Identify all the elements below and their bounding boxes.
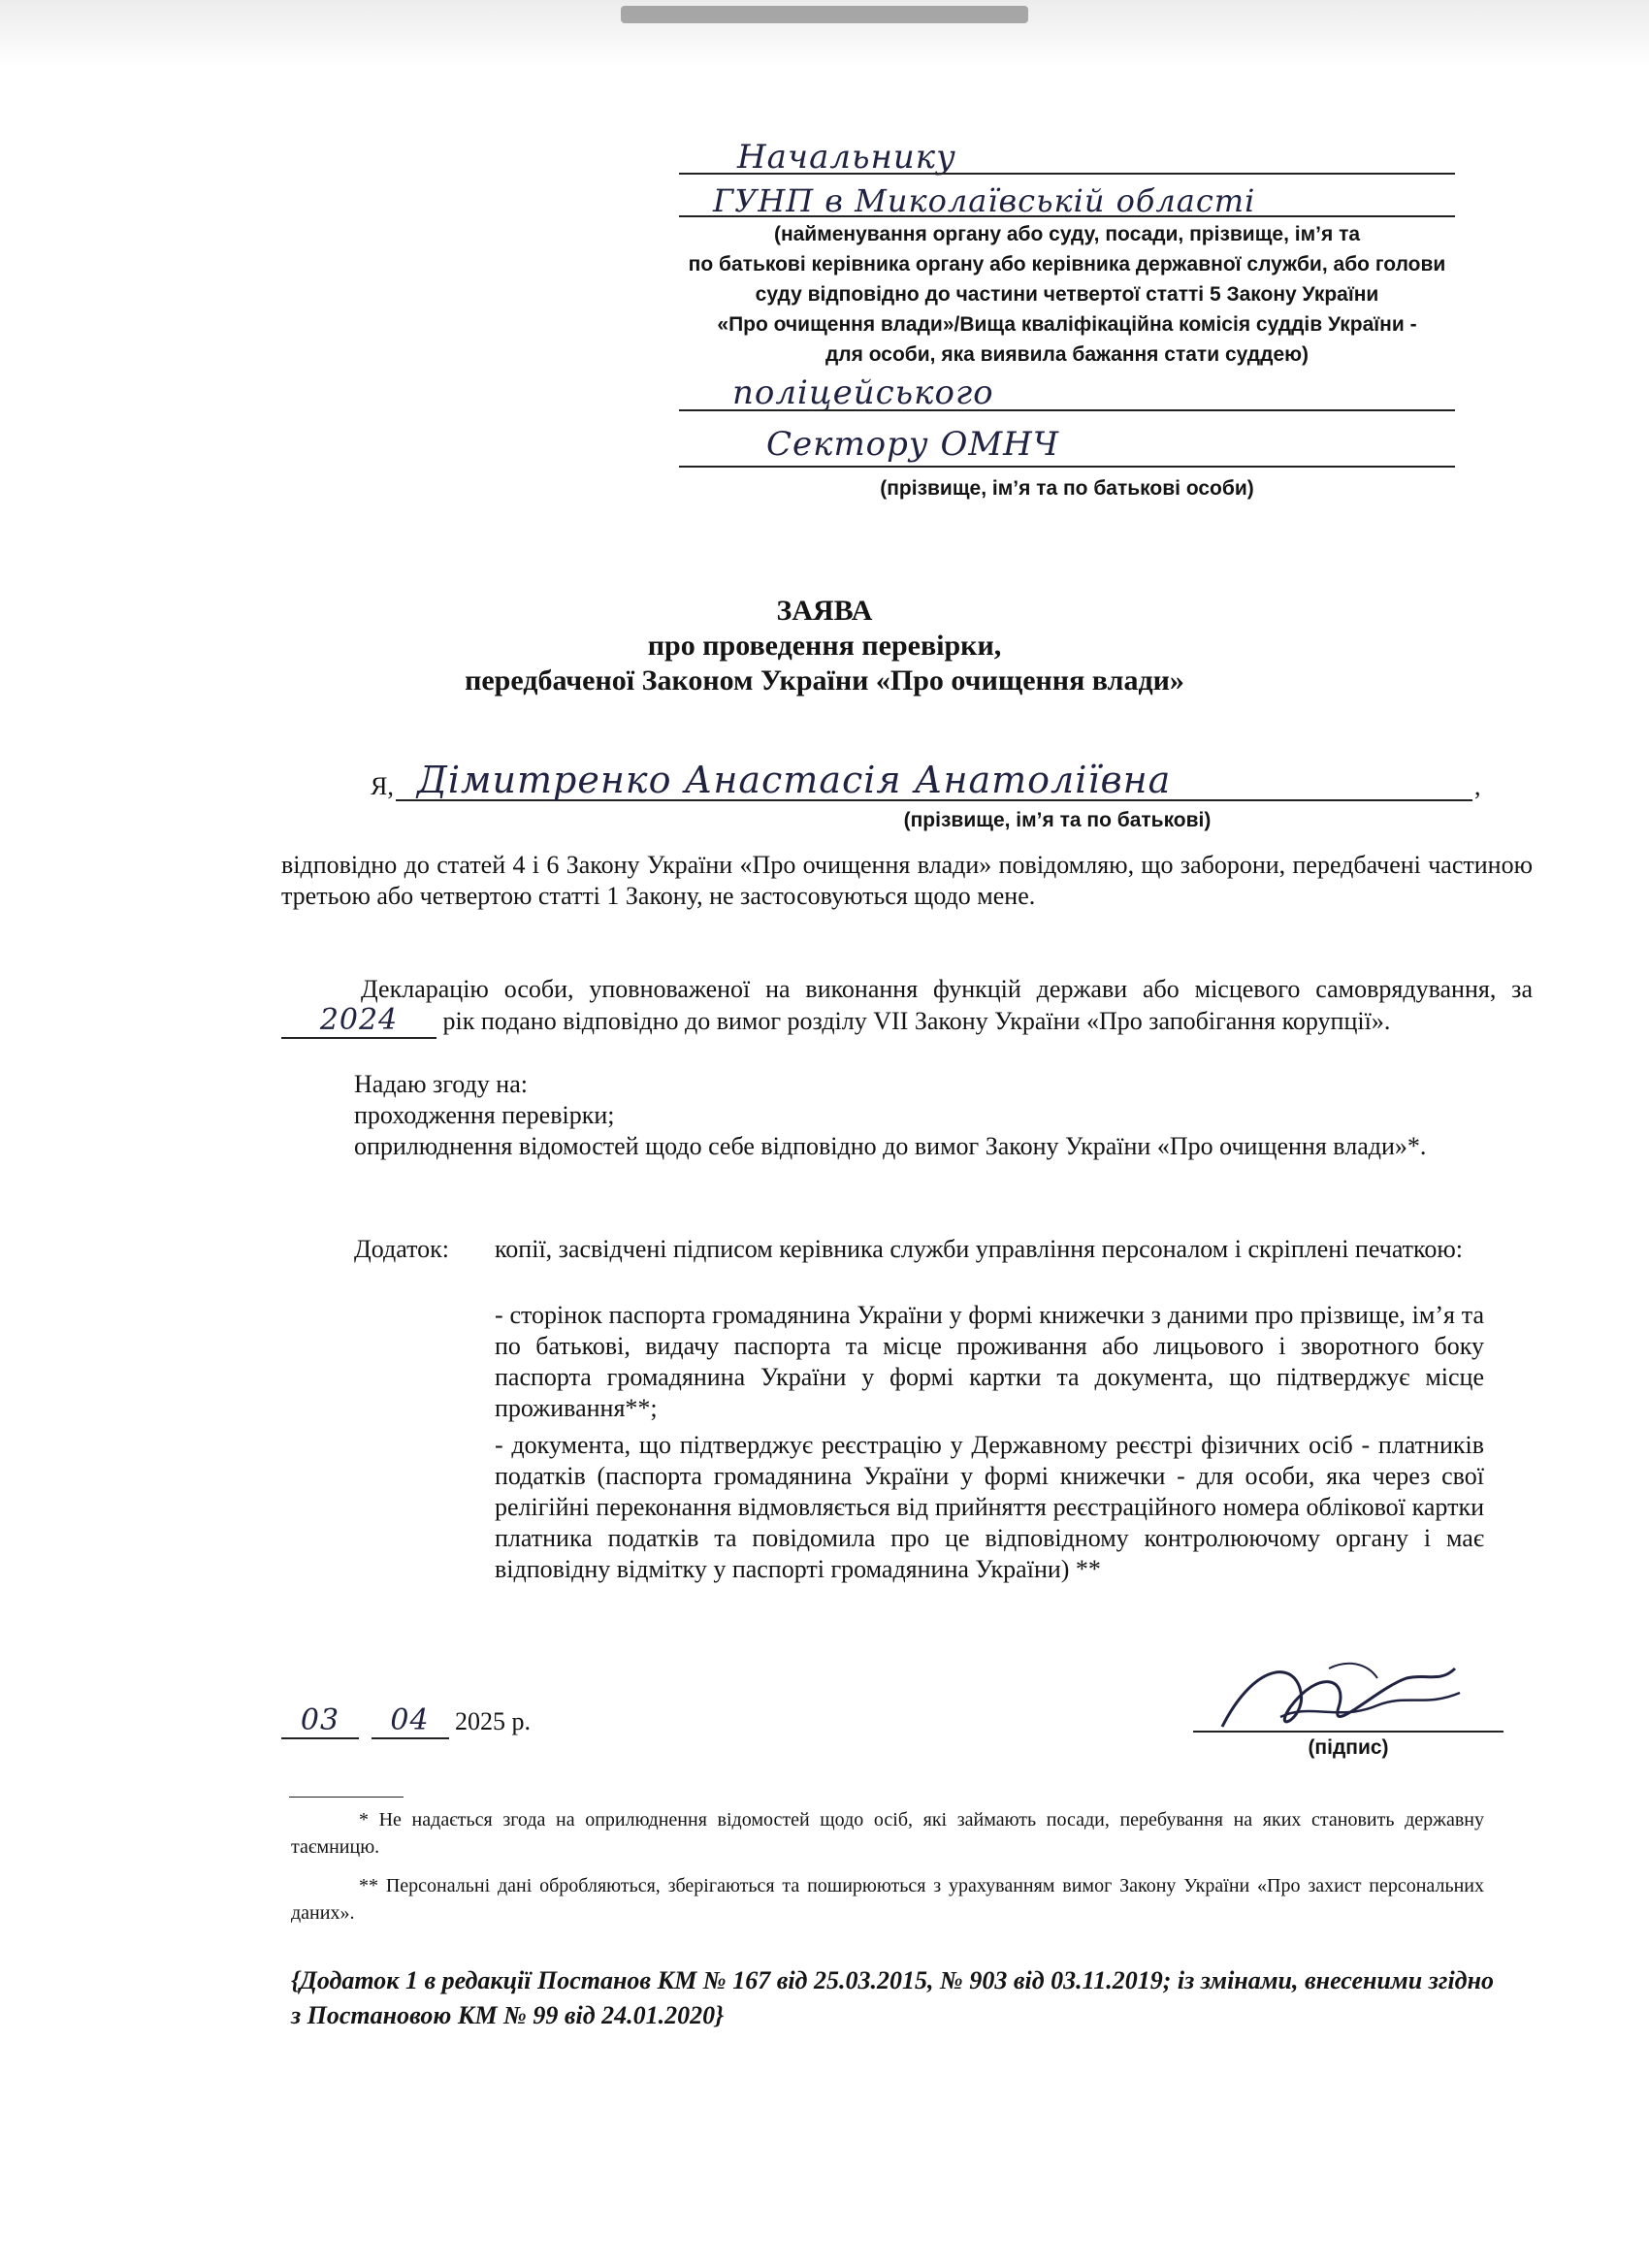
addressee-caption-line: суду відповідно до частини четвертої статті 5 Закону України	[755, 283, 1379, 306]
appendix-item: - сторінок паспорта громадянина України у формі книжечки з даними про прізвище, ім’я та по батькові, видачу паспорта та місце проживання або лицьового і зворотного боку паспорта громадянина України у формі картки та документа, що підтверджує місце проживання**;	[495, 1301, 1484, 1422]
appendix-intro: копії, засвідчені підписом керівника служби управління персоналом і скріплені печаткою:	[495, 1235, 1464, 1263]
addressee-caption	[640, 219, 1494, 370]
applicant-name-caption: (прізвище, ім’я та по батькові)	[903, 809, 1212, 831]
applicant-prefix: Я,	[371, 772, 394, 800]
addressee-line-1	[679, 173, 1455, 175]
footnote: * Не надається згода на оприлюднення відомостей щодо осіб, які займають посади, перебування на яких становить державну таємницю.	[291, 1809, 1484, 1858]
handwritten-date-day: 03	[300, 1703, 340, 1737]
statement-paragraph: відповідно до статей 4 і 6 Закону України «Про очищення влади» повідомляю, що заборони, передбачені частиною третьою або четвертою статті 1 Закону, не застосовуються щодо мене.	[281, 851, 1533, 910]
title-line: про проведення перевірки,	[647, 630, 1002, 662]
addressee-caption-line: «Про очищення влади»/Вища кваліфікаційна комісія суддів України -	[717, 313, 1417, 336]
title-line: передбаченої Законом України «Про очищення влади»	[465, 664, 1184, 697]
consent-heading: Надаю згоду на:	[354, 1070, 528, 1098]
handwritten-applicant-name: Дімитренко Анастасія Анатоліївна	[417, 759, 1172, 801]
footnote: ** Персональні дані обробляються, зберігаються та поширюються з урахуванням вимог Закону України «Про захист персональних даних».	[291, 1875, 1484, 1924]
addressee-caption-line: (найменування органу або суду, посади, прізвище, ім’я та	[773, 223, 1361, 245]
applicant-position-caption: (прізвище, ім’я та по батькові особи)	[880, 477, 1254, 500]
handwritten-date-month: 04	[390, 1703, 430, 1737]
declaration-text-before: Декларацію особи, уповноваженої на виконання функцій держави або місцевого самоврядування, за	[361, 975, 1533, 1003]
footnote-separator	[289, 1797, 404, 1798]
handwritten-addressee-org: ГУНП в Миколаївській області	[713, 182, 1256, 219]
handwritten-applicant-unit: Сектору ОМНЧ	[766, 425, 1060, 464]
handwritten-declaration-year: 2024	[319, 1003, 399, 1037]
appendix-item: - документа, що підтверджує реєстрацію у Державному реєстрі фізичних осіб - платників податків (паспорта громадянина України у формі книжечки - для особи, яка через свої релігійні переконання відмовляється від прийняття реєстраційного номера облікової картки платника податків та повідомила про це відповідному контролюючому органу і має відповідну відмітку у паспорті громадянина України) **	[495, 1431, 1484, 1583]
addressee-line-2	[679, 215, 1455, 217]
date-year: 2025 р.	[455, 1707, 531, 1735]
document-title	[291, 594, 1358, 698]
signature-caption: (підпис)	[1308, 1736, 1389, 1759]
declaration-paragraph	[281, 974, 1533, 1039]
appendix-label: Додаток:	[354, 1235, 449, 1263]
addressee-caption-line: для особи, яка виявила бажання стати суддею)	[824, 343, 1310, 366]
consent-item: проходження перевірки;	[354, 1101, 615, 1129]
title-line: ЗАЯВА	[776, 595, 873, 627]
addressee-caption-line: по батькові керівника органу або керівника державної служби, або голови	[688, 253, 1446, 275]
declaration-text-after: рік подано відповідно до вимог розділу VII Закону України «Про запобігання корупції».	[442, 1007, 1391, 1035]
editorial-note: {Додаток 1 в редакції Постанов КМ № 167 від 25.03.2015, № 903 від 03.11.2019; із змінами, внесеними згідно з Постановою КМ № 99 від 24.01.2020}	[291, 1966, 1494, 2029]
date-field	[281, 1703, 531, 1739]
handwritten-addressee-title: Начальнику	[737, 138, 956, 177]
applicant-position-line-1	[679, 409, 1455, 411]
applicant-position-line-2	[679, 466, 1455, 468]
applicant-suffix: ,	[1474, 772, 1481, 800]
handwritten-applicant-position: поліцейського	[732, 373, 994, 412]
scan-smudge	[621, 6, 1028, 23]
consent-item: оприлюднення відомостей щодо себе відповідно до вимог Закону України «Про очищення влади»*.	[354, 1132, 1427, 1160]
